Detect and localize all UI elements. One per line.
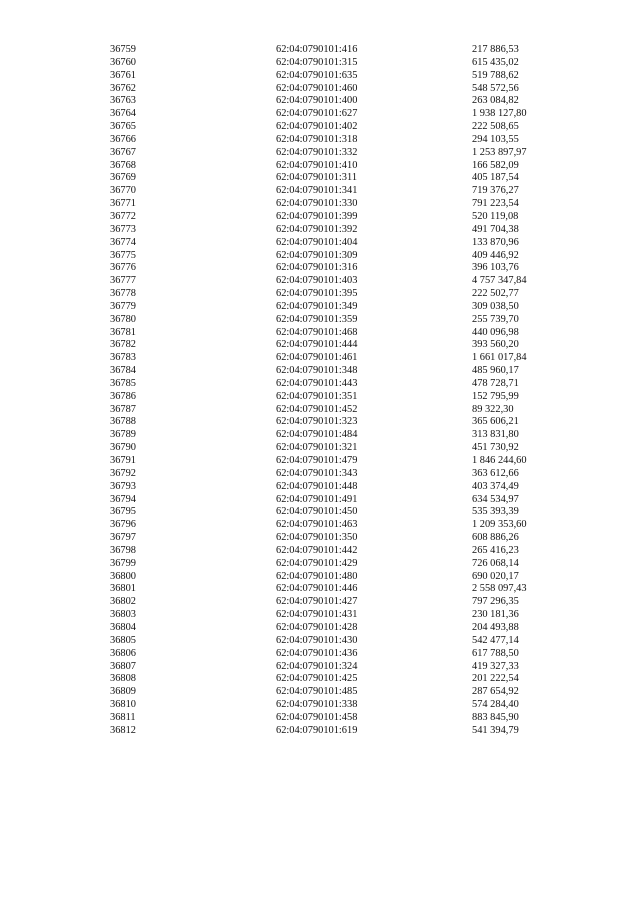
cadastral-value: 309 038,50 (472, 300, 519, 312)
row-number: 36770 (110, 185, 136, 197)
cadastral-value: 491 704,38 (472, 223, 519, 235)
cadastral-number: 62:04:0790101:343 (276, 467, 358, 479)
cadastral-number: 62:04:0790101:338 (276, 699, 358, 711)
cadastral-number: 62:04:0790101:404 (276, 236, 358, 248)
cadastral-value: 535 393,39 (472, 506, 519, 518)
row-number: 36810 (110, 699, 136, 711)
row-number: 36792 (110, 467, 136, 479)
cadastral-value: 726 068,14 (472, 557, 519, 569)
cadastral-number: 62:04:0790101:425 (276, 673, 358, 685)
table-row (0, 237, 640, 250)
table-row (0, 596, 640, 609)
row-number: 36790 (110, 442, 136, 454)
row-number: 36764 (110, 108, 136, 120)
cadastral-number: 62:04:0790101:403 (276, 275, 358, 287)
cadastral-value: 440 096,98 (472, 326, 519, 338)
cadastral-number: 62:04:0790101:480 (276, 570, 358, 582)
row-number: 36759 (110, 44, 136, 55)
row-number: 36767 (110, 146, 136, 158)
table-row (0, 506, 640, 519)
row-number: 36783 (110, 352, 136, 364)
cadastral-number: 62:04:0790101:460 (276, 82, 358, 94)
cadastral-value: 791 223,54 (472, 198, 519, 210)
table-row (0, 352, 640, 365)
row-number: 36768 (110, 159, 136, 171)
cadastral-number: 62:04:0790101:485 (276, 686, 358, 698)
cadastral-value: 797 296,35 (472, 596, 519, 608)
table-row (0, 57, 640, 70)
cadastral-value: 1 846 244,60 (472, 455, 527, 466)
table-row (0, 339, 640, 352)
table-row (0, 301, 640, 314)
table-row (0, 609, 640, 622)
table-row (0, 44, 640, 57)
cadastral-number: 62:04:0790101:330 (276, 198, 358, 210)
row-number: 36804 (110, 621, 136, 633)
row-number: 36811 (110, 711, 136, 723)
cadastral-value: 451 730,92 (472, 442, 519, 454)
data-table (0, 44, 640, 738)
row-number: 36774 (110, 236, 136, 248)
cadastral-value: 519 788,62 (472, 69, 519, 81)
cadastral-value: 365 606,21 (472, 416, 519, 428)
table-row (0, 455, 640, 468)
cadastral-value: 133 870,96 (472, 236, 519, 248)
table-row (0, 185, 640, 198)
row-number: 36794 (110, 493, 136, 505)
table-row (0, 365, 640, 378)
cadastral-value: 615 435,02 (472, 56, 519, 68)
table-row (0, 83, 640, 96)
cadastral-value: 230 181,36 (472, 609, 519, 621)
table-row (0, 172, 640, 185)
row-number: 36799 (110, 557, 136, 569)
table-row (0, 712, 640, 725)
cadastral-number: 62:04:0790101:392 (276, 223, 358, 235)
table-row (0, 532, 640, 545)
cadastral-value: 393 560,20 (472, 339, 519, 351)
cadastral-number: 62:04:0790101:321 (276, 442, 358, 454)
table-row (0, 571, 640, 584)
table-row (0, 250, 640, 263)
cadastral-number: 62:04:0790101:323 (276, 416, 358, 428)
cadastral-number: 62:04:0790101:359 (276, 313, 358, 325)
cadastral-value: 520 119,08 (472, 210, 519, 222)
row-number: 36772 (110, 210, 136, 222)
row-number: 36800 (110, 570, 136, 582)
table-row (0, 686, 640, 699)
table-row (0, 275, 640, 288)
cadastral-value: 634 534,97 (472, 493, 519, 505)
row-number: 36793 (110, 480, 136, 492)
table-row (0, 134, 640, 147)
cadastral-value: 4 757 347,84 (472, 275, 527, 287)
cadastral-value: 1 661 017,84 (472, 352, 527, 364)
cadastral-number: 62:04:0790101:627 (276, 108, 358, 120)
row-number: 36808 (110, 673, 136, 685)
row-number: 36773 (110, 223, 136, 235)
cadastral-value: 222 508,65 (472, 121, 519, 133)
cadastral-value: 541 394,79 (472, 724, 519, 736)
row-number: 36789 (110, 429, 136, 441)
row-number: 36781 (110, 326, 136, 338)
table-row (0, 442, 640, 455)
cadastral-value: 2 558 097,43 (472, 583, 527, 595)
cadastral-number: 62:04:0790101:452 (276, 403, 358, 415)
row-number: 36760 (110, 56, 136, 68)
cadastral-value: 574 284,40 (472, 699, 519, 711)
cadastral-number: 62:04:0790101:436 (276, 647, 358, 659)
cadastral-number: 62:04:0790101:619 (276, 724, 358, 736)
table-row (0, 481, 640, 494)
cadastral-number: 62:04:0790101:463 (276, 519, 358, 531)
cadastral-number: 62:04:0790101:446 (276, 583, 358, 595)
table-row (0, 147, 640, 160)
cadastral-value: 405 187,54 (472, 172, 519, 184)
cadastral-value: 1 209 353,60 (472, 519, 527, 531)
row-number: 36776 (110, 262, 136, 274)
cadastral-number: 62:04:0790101:635 (276, 69, 358, 81)
table-row (0, 468, 640, 481)
cadastral-value: 152 795,99 (472, 390, 519, 402)
cadastral-value: 548 572,56 (472, 82, 519, 94)
cadastral-value: 89 322,30 (472, 403, 514, 415)
table-row (0, 622, 640, 635)
cadastral-number: 62:04:0790101:484 (276, 429, 358, 441)
cadastral-number: 62:04:0790101:479 (276, 455, 358, 466)
cadastral-number: 62:04:0790101:316 (276, 262, 358, 274)
cadastral-value: 204 493,88 (472, 621, 519, 633)
cadastral-value: 313 831,80 (472, 429, 519, 441)
cadastral-value: 542 477,14 (472, 634, 519, 646)
cadastral-value: 690 020,17 (472, 570, 519, 582)
cadastral-number: 62:04:0790101:428 (276, 621, 358, 633)
cadastral-number: 62:04:0790101:427 (276, 596, 358, 608)
row-number: 36780 (110, 313, 136, 325)
table-row (0, 160, 640, 173)
cadastral-number: 62:04:0790101:450 (276, 506, 358, 518)
row-number: 36761 (110, 69, 136, 81)
cadastral-number: 62:04:0790101:444 (276, 339, 358, 351)
table-row (0, 224, 640, 237)
table-row (0, 583, 640, 596)
table-row (0, 404, 640, 417)
row-number: 36803 (110, 609, 136, 621)
cadastral-value: 1 253 897,97 (472, 146, 527, 158)
cadastral-number: 62:04:0790101:348 (276, 365, 358, 377)
cadastral-number: 62:04:0790101:416 (276, 44, 358, 55)
table-row (0, 416, 640, 429)
cadastral-value: 396 103,76 (472, 262, 519, 274)
cadastral-value: 294 103,55 (472, 133, 519, 145)
cadastral-value: 719 376,27 (472, 185, 519, 197)
cadastral-number: 62:04:0790101:349 (276, 300, 358, 312)
table-row (0, 327, 640, 340)
cadastral-number: 62:04:0790101:351 (276, 390, 358, 402)
row-number: 36779 (110, 300, 136, 312)
row-number: 36786 (110, 390, 136, 402)
cadastral-value: 1 938 127,80 (472, 108, 527, 120)
row-number: 36796 (110, 519, 136, 531)
row-number: 36797 (110, 532, 136, 544)
cadastral-value: 883 845,90 (472, 711, 519, 723)
table-row (0, 70, 640, 83)
table-row (0, 635, 640, 648)
table-row (0, 661, 640, 674)
cadastral-number: 62:04:0790101:491 (276, 493, 358, 505)
row-number: 36787 (110, 403, 136, 415)
cadastral-number: 62:04:0790101:311 (276, 172, 358, 184)
cadastral-number: 62:04:0790101:431 (276, 609, 358, 621)
cadastral-number: 62:04:0790101:315 (276, 56, 358, 68)
row-number: 36806 (110, 647, 136, 659)
table-row (0, 314, 640, 327)
table-row (0, 288, 640, 301)
cadastral-number: 62:04:0790101:458 (276, 711, 358, 723)
table-row (0, 262, 640, 275)
cadastral-value: 403 374,49 (472, 480, 519, 492)
cadastral-number: 62:04:0790101:324 (276, 660, 358, 672)
row-number: 36798 (110, 544, 136, 556)
cadastral-value: 608 886,26 (472, 532, 519, 544)
cadastral-value: 265 416,23 (472, 544, 519, 556)
table-row (0, 558, 640, 571)
cadastral-value: 255 739,70 (472, 313, 519, 325)
row-number: 36769 (110, 172, 136, 184)
cadastral-number: 62:04:0790101:318 (276, 133, 358, 145)
table-row (0, 494, 640, 507)
cadastral-number: 62:04:0790101:400 (276, 95, 358, 107)
table-row (0, 121, 640, 134)
cadastral-number: 62:04:0790101:332 (276, 146, 358, 158)
table-row (0, 699, 640, 712)
row-number: 36782 (110, 339, 136, 351)
table-row (0, 519, 640, 532)
cadastral-number: 62:04:0790101:309 (276, 249, 358, 261)
table-row (0, 673, 640, 686)
row-number: 36777 (110, 275, 136, 287)
cadastral-value: 419 327,33 (472, 660, 519, 672)
table-row (0, 95, 640, 108)
row-number: 36809 (110, 686, 136, 698)
cadastral-value: 409 446,92 (472, 249, 519, 261)
cadastral-number: 62:04:0790101:430 (276, 634, 358, 646)
table-row (0, 211, 640, 224)
cadastral-number: 62:04:0790101:461 (276, 352, 358, 364)
cadastral-number: 62:04:0790101:429 (276, 557, 358, 569)
cadastral-number: 62:04:0790101:341 (276, 185, 358, 197)
row-number: 36762 (110, 82, 136, 94)
table-row (0, 391, 640, 404)
cadastral-number: 62:04:0790101:395 (276, 288, 358, 300)
cadastral-value: 485 960,17 (472, 365, 519, 377)
row-number: 36778 (110, 288, 136, 300)
table-row (0, 198, 640, 211)
cadastral-number: 62:04:0790101:410 (276, 159, 358, 171)
cadastral-number: 62:04:0790101:443 (276, 377, 358, 389)
cadastral-value: 222 502,77 (472, 288, 519, 300)
row-number: 36765 (110, 121, 136, 133)
table-row (0, 108, 640, 121)
table-row (0, 429, 640, 442)
table-row (0, 648, 640, 661)
row-number: 36784 (110, 365, 136, 377)
row-number: 36791 (110, 455, 136, 466)
cadastral-number: 62:04:0790101:350 (276, 532, 358, 544)
row-number: 36775 (110, 249, 136, 261)
cadastral-value: 217 886,53 (472, 44, 519, 55)
cadastral-number: 62:04:0790101:448 (276, 480, 358, 492)
cadastral-value: 166 582,09 (472, 159, 519, 171)
cadastral-value: 201 222,54 (472, 673, 519, 685)
row-number: 36771 (110, 198, 136, 210)
row-number: 36802 (110, 596, 136, 608)
cadastral-value: 287 654,92 (472, 686, 519, 698)
table-row (0, 545, 640, 558)
cadastral-value: 263 084,82 (472, 95, 519, 107)
row-number: 36763 (110, 95, 136, 107)
row-number: 36785 (110, 377, 136, 389)
row-number: 36801 (110, 583, 136, 595)
cadastral-number: 62:04:0790101:402 (276, 121, 358, 133)
table-row (0, 725, 640, 738)
cadastral-value: 363 612,66 (472, 467, 519, 479)
row-number: 36812 (110, 724, 136, 736)
row-number: 36766 (110, 133, 136, 145)
row-number: 36795 (110, 506, 136, 518)
row-number: 36807 (110, 660, 136, 672)
row-number: 36788 (110, 416, 136, 428)
cadastral-number: 62:04:0790101:399 (276, 210, 358, 222)
table-row (0, 378, 640, 391)
cadastral-value: 617 788,50 (472, 647, 519, 659)
cadastral-number: 62:04:0790101:468 (276, 326, 358, 338)
cadastral-number: 62:04:0790101:442 (276, 544, 358, 556)
row-number: 36805 (110, 634, 136, 646)
cadastral-value: 478 728,71 (472, 377, 519, 389)
